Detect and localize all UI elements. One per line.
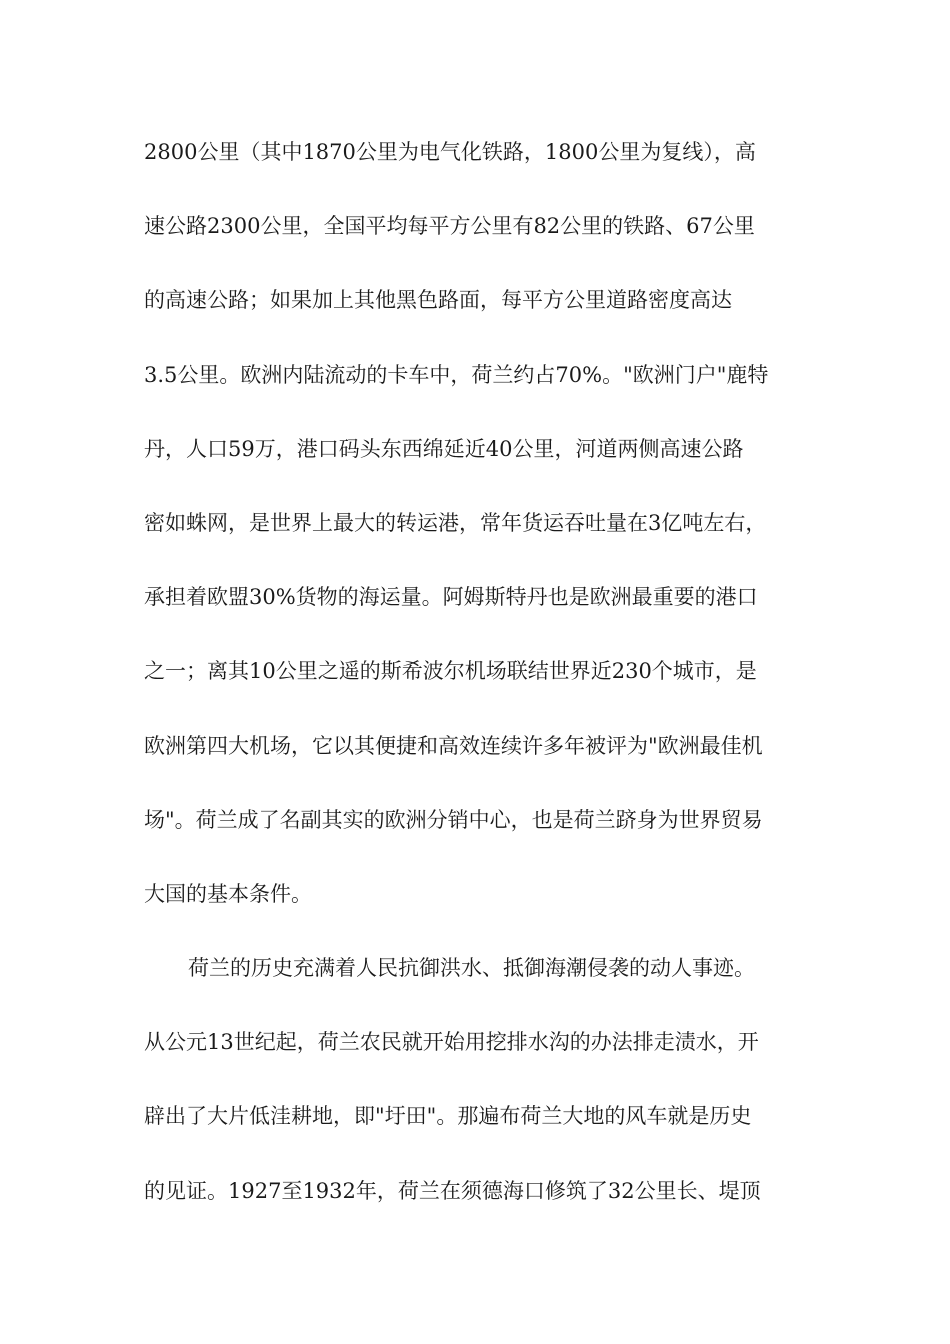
text-line: 丹，人口59万，港口码头东西绵延近40公里，河道两侧高速公路 xyxy=(144,436,744,461)
text-line: 承担着欧盟30%货物的海运量。阿姆斯特丹也是欧洲最重要的港口 xyxy=(144,585,758,610)
text-line: 速公路2300公里，全国平均每平方公里有82公里的铁路、67公里 xyxy=(144,214,755,239)
text-line: 从公元13世纪起，荷兰农民就开始用挖排水沟的办法排走渍水，开 xyxy=(144,1030,759,1055)
text-line: 欧洲第四大机场，它以其便捷和高效连续许多年被评为"欧洲最佳机 xyxy=(144,733,763,758)
text-line: 3.5公里。欧洲内陆流动的卡车中，荷兰约占70%。"欧洲门户"鹿特 xyxy=(144,362,769,387)
text-line: 的见证。1927至1932年，荷兰在须德海口修筑了32公里长、堤顶 xyxy=(144,1178,761,1203)
text-line: 2800公里（其中1870公里为电气化铁路，1800公里为复线），高 xyxy=(144,140,756,164)
text-line: 场"。荷兰成了名副其实的欧洲分销中心，也是荷兰跻身为世界贸易 xyxy=(144,807,763,832)
text-line: 密如蛛网，是世界上最大的转运港，常年货运吞吐量在3亿吨左右， xyxy=(144,510,767,535)
text-line: 之一；离其10公里之遥的斯希波尔机场联结世界近230个城市，是 xyxy=(144,659,757,684)
text-line: 辟出了大片低洼耕地，即"圩田"。那遍布荷兰大地的风车就是历史 xyxy=(144,1104,752,1129)
text-line: 大国的基本条件。 xyxy=(144,881,312,906)
body-text xyxy=(144,130,808,1243)
paragraph-first-line: 荷兰的历史充满着人民抗御洪水、抵御海潮侵袭的动人事迹。 xyxy=(188,956,755,981)
text-line: 的高速公路；如果加上其他黑色路面，每平方公里道路密度高达 xyxy=(144,288,732,313)
